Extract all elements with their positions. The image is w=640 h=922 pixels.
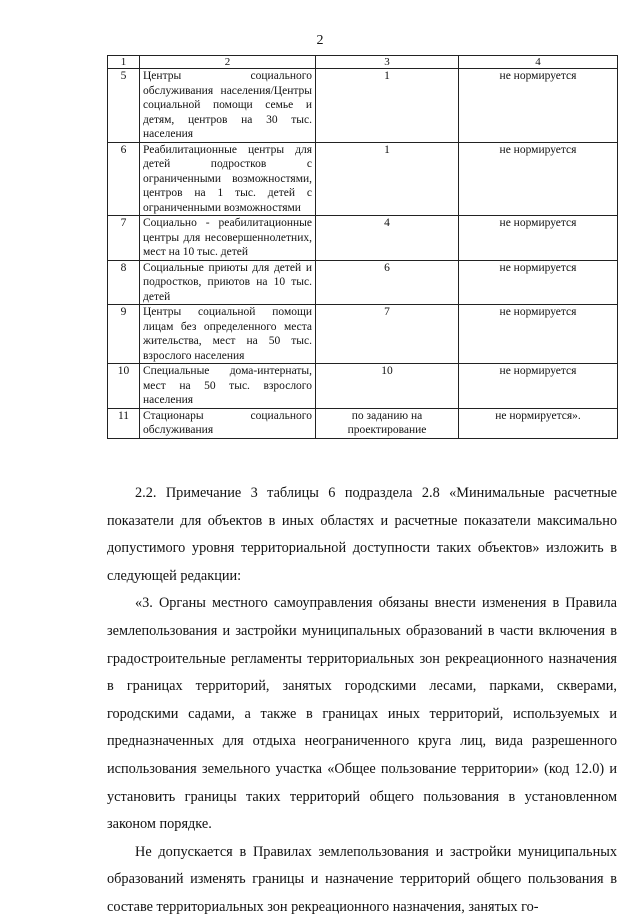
row-note: не нормируется bbox=[459, 364, 618, 409]
row-note: не нормируется». bbox=[459, 408, 618, 438]
row-note: не нормируется bbox=[459, 216, 618, 261]
row-number: 7 bbox=[108, 216, 140, 261]
row-description: Стационары социального обслуживания bbox=[140, 408, 316, 438]
row-value: 4 bbox=[316, 216, 459, 261]
header-cell-3: 3 bbox=[316, 56, 459, 69]
norms-table bbox=[107, 55, 618, 439]
row-value: 10 bbox=[316, 364, 459, 409]
row-number: 11 bbox=[108, 408, 140, 438]
row-number: 9 bbox=[108, 305, 140, 364]
row-value: 6 bbox=[316, 260, 459, 305]
row-number: 6 bbox=[108, 142, 140, 216]
row-description: Центры социальной помощи лицам без определенного места жительства, мест на 50 тыс. взрослого населения bbox=[140, 305, 316, 364]
row-note: не нормируется bbox=[459, 305, 618, 364]
page-number: 2 bbox=[316, 33, 324, 48]
table-row bbox=[108, 305, 618, 364]
row-note: не нормируется bbox=[459, 69, 618, 143]
table-row bbox=[108, 216, 618, 261]
row-value: 1 bbox=[316, 142, 459, 216]
row-description: Центры социального обслуживания населения/Центры социальной помощи семье и детям, центров на 30 тыс. населения bbox=[140, 69, 316, 143]
row-number: 10 bbox=[108, 364, 140, 409]
document-body bbox=[107, 480, 617, 922]
header-cell-1: 1 bbox=[108, 56, 140, 69]
row-value: 7 bbox=[316, 305, 459, 364]
row-description: Социальные приюты для детей и подростков, приютов на 10 тыс. детей bbox=[140, 260, 316, 305]
table-header-row bbox=[108, 56, 618, 69]
table-row bbox=[108, 364, 618, 409]
table-row bbox=[108, 142, 618, 216]
row-description: Социально - реабилитационные центры для несовершеннолетних, мест на 10 тыс. детей bbox=[140, 216, 316, 261]
row-description: Специальные дома-интернаты, мест на 50 тыс. взрослого населения bbox=[140, 364, 316, 409]
paragraph: Не допускается в Правилах землепользования и застройки муниципальных образований изменять границы и назначение территорий общего пользования в составе территориальных зон рекреационного назначения, занятых го- bbox=[107, 843, 617, 915]
row-number: 5 bbox=[108, 69, 140, 143]
row-note: не нормируется bbox=[459, 260, 618, 305]
row-value: 1 bbox=[316, 69, 459, 143]
header-cell-2: 2 bbox=[140, 56, 316, 69]
row-note: не нормируется bbox=[459, 142, 618, 216]
header-cell-4: 4 bbox=[459, 56, 618, 69]
row-description: Реабилитационные центры для детей подростков с ограниченными возможностями, центров на 1 тыс. детей с ограниченными возможностями bbox=[140, 142, 316, 216]
table-row bbox=[108, 260, 618, 305]
row-number: 8 bbox=[108, 260, 140, 305]
paragraph: «3. Органы местного самоуправления обязаны внести изменения в Правила землепользования и застройки муниципальных образований в части включения в градостроительные регламенты территориальных зон рекреационного назначения в границах территорий, занятых городскими лесами, парками, скверами, городскими садами, а также в границах иных территорий, используемых и предназначенных для отдыха неограниченного круга лиц, вида разрешенного использования земельного участка «Общее пользование территории» (код 12.0) и установить границы таких территорий общего пользования в установленном законом порядке. bbox=[107, 595, 617, 833]
table-row bbox=[108, 408, 618, 438]
table-row bbox=[108, 69, 618, 143]
row-value: по заданию на проектирование bbox=[316, 408, 459, 438]
paragraph: 2.2. Примечание 3 таблицы 6 подраздела 2.8 «Минимальные расчетные показатели для объектов в иных областях и расчетные показатели максимально допустимого уровня территориальной доступности таких объектов» изложить в следующей редакции: bbox=[107, 485, 617, 584]
